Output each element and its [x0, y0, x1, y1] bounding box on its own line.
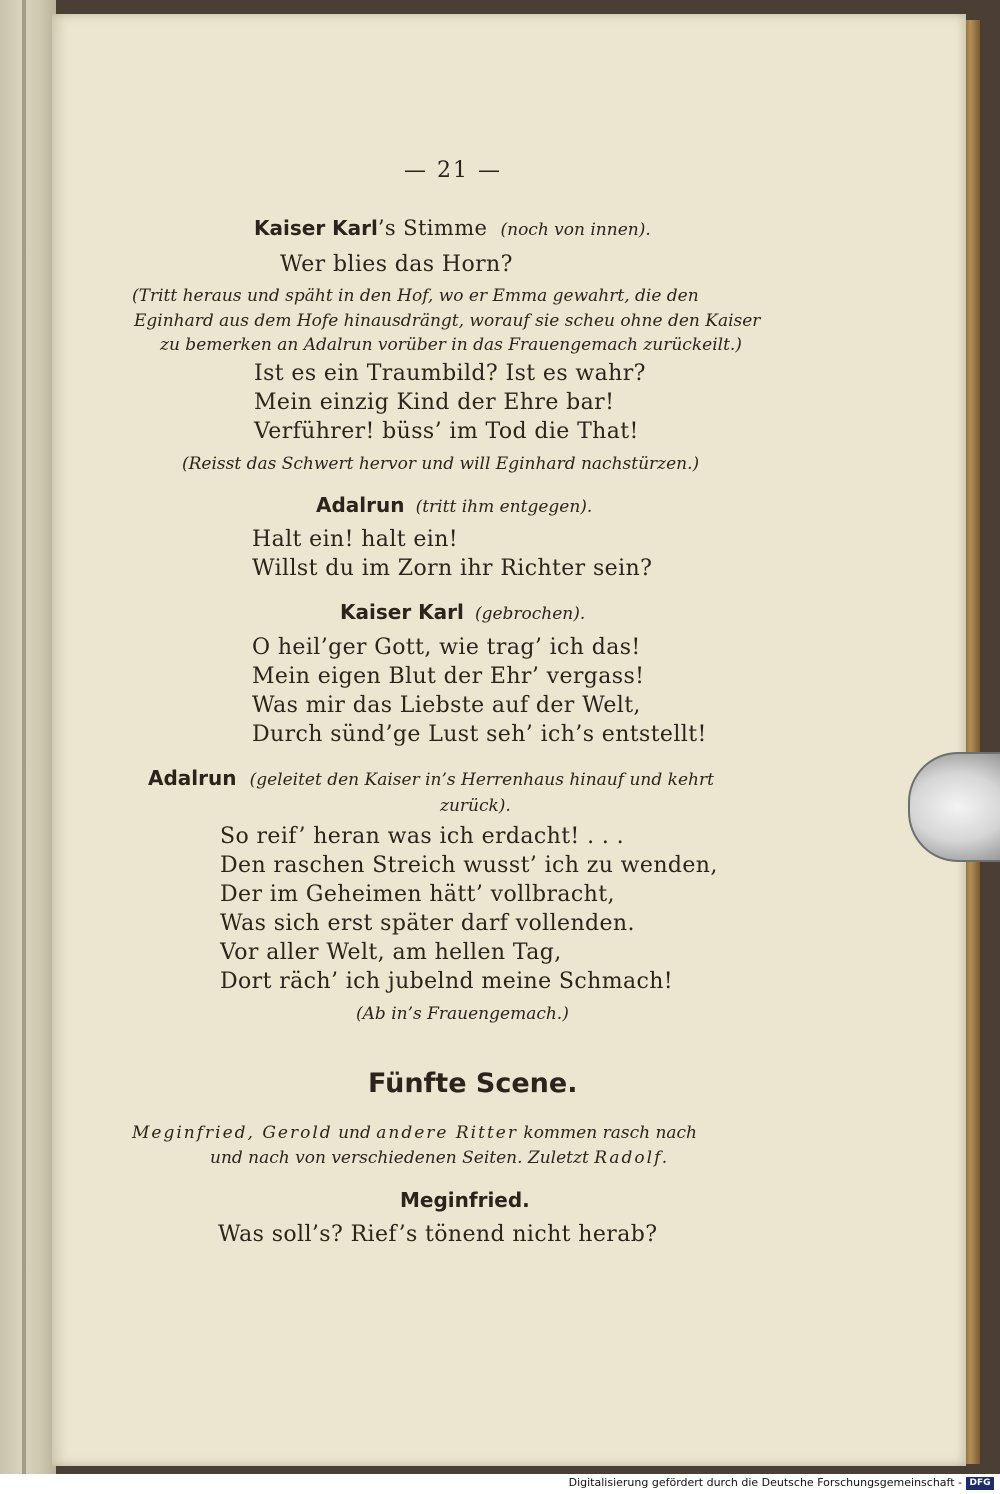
dfg-logo: DFG	[966, 1477, 994, 1490]
speaker-suffix: ’s Stimme	[377, 216, 488, 240]
scene-cast-line	[210, 1148, 669, 1168]
verse-line: Was soll’s? Rief’s tönend nicht herab?	[218, 1222, 658, 1247]
cast-names: andere Ritter	[376, 1123, 518, 1143]
speaker-name: Kaiser Karl	[340, 600, 464, 624]
verse-line: Mein einzig Kind der Ehre bar!	[254, 390, 615, 415]
verse-line: Durch sünd’ge Lust seh’ ich’s entstellt!	[252, 722, 707, 747]
stage-direction-line: zu bemerken an Adalrun vorüber in das Frauengemach zurückeilt.)	[160, 335, 742, 355]
verse-line: Wer blies das Horn?	[280, 252, 513, 277]
cast-connector: und	[338, 1123, 371, 1143]
speaker-line	[340, 600, 585, 624]
scene-title: Fünfte Scene.	[368, 1068, 578, 1099]
verse-line: O heil’ger Gott, wie trag’ ich das!	[252, 635, 641, 660]
book-spine-left	[0, 0, 56, 1474]
scene-cast-line	[132, 1123, 697, 1143]
speaker-line	[316, 493, 592, 517]
speaker-name: Adalrun	[316, 493, 405, 517]
stage-direction-line: zurück).	[440, 796, 511, 816]
page-number: — 21 —	[404, 158, 502, 183]
verse-line: Verführer! büss’ im Tod die That!	[254, 419, 639, 444]
verse-line: Was sich erst später darf vollenden.	[220, 911, 635, 936]
speaker-name: Meginfried.	[400, 1188, 530, 1212]
stage-direction-line: Eginhard aus dem Hofe hinausdrängt, worauf sie scheu ohne den Kaiser	[134, 311, 761, 331]
stage-direction: (Ab in’s Frauengemach.)	[356, 1004, 569, 1024]
stage-direction: (Reisst das Schwert hervor und will Eginhard nachstürzen.)	[182, 454, 700, 474]
speaker-name: Kaiser Karl	[254, 216, 378, 240]
speaker-name: Adalrun	[148, 766, 237, 790]
verse-line: Den raschen Streich wusst’ ich zu wenden,	[220, 853, 718, 878]
verse-line: Was mir das Liebste auf der Welt,	[252, 693, 641, 718]
stage-direction: (tritt ihm entgegen).	[415, 497, 593, 517]
footer-credit: Digitalisierung gefördert durch die Deutsche Forschungsgemeinschaft -	[568, 1476, 962, 1489]
cast-names: Meginfried, Gerold	[132, 1123, 333, 1143]
spine-edge	[22, 0, 26, 1474]
verse-line: Der im Geheimen hätt’ vollbracht,	[220, 882, 615, 907]
verse-line: Mein eigen Blut der Ehr’ vergass!	[252, 664, 645, 689]
verse-line: Vor aller Welt, am hellen Tag,	[220, 940, 562, 965]
verse-line: Dort räch’ ich jubelnd meine Schmach!	[220, 969, 674, 994]
verse-line: So reif’ heran was ich erdacht! . . .	[220, 824, 625, 849]
stage-direction: (noch von innen).	[500, 220, 651, 240]
page-clip	[908, 752, 1000, 862]
cast-action: kommen rasch nach	[523, 1123, 697, 1143]
page-edge-right	[964, 20, 980, 1464]
cast-action: und nach von verschiedenen Seiten. Zuletzt	[210, 1148, 589, 1168]
verse-line: Halt ein! halt ein!	[252, 527, 459, 552]
stage-direction: (gebrochen).	[474, 604, 586, 624]
stage-direction: (geleitet den Kaiser in’s Herrenhaus hinauf und kehrt	[249, 770, 714, 790]
cast-names: Radolf.	[594, 1148, 670, 1168]
verse-line: Ist es ein Traumbild? Ist es wahr?	[254, 361, 646, 386]
verse-line: Willst du im Zorn ihr Richter sein?	[252, 556, 653, 581]
stage-direction-line: (Tritt heraus und späht in den Hof, wo er Emma gewahrt, die den	[132, 286, 699, 306]
speaker-line	[148, 766, 714, 790]
speaker-line	[254, 216, 651, 240]
